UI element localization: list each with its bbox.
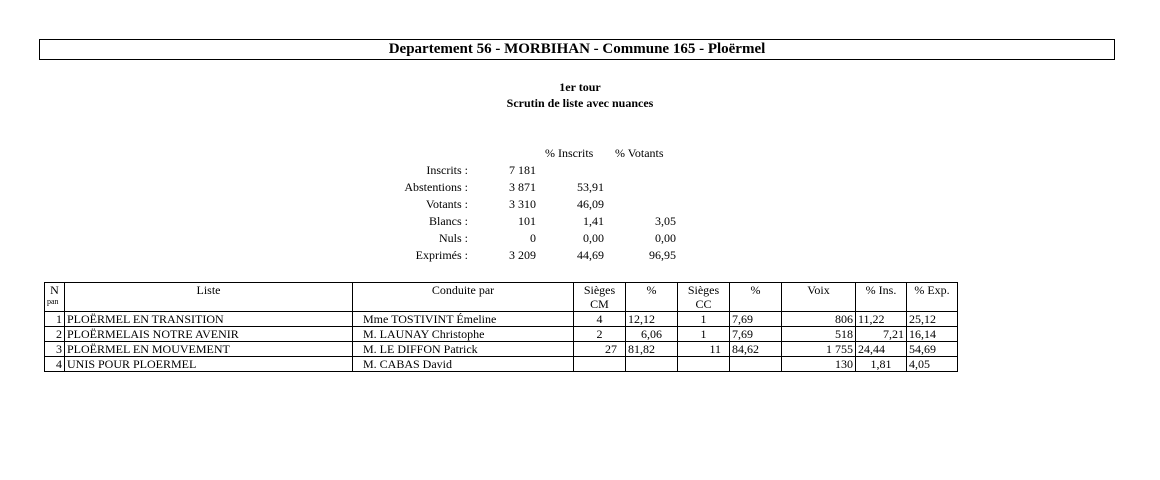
stats-value: 3 209 [509,248,536,262]
cell-pct-exp: 16,14 [907,327,958,342]
cell-pct-ins: 11,22 [856,312,907,327]
cell-n: 2 [45,327,65,342]
stats-label: Exprimés : [415,248,468,262]
cell-conduite: M. LAUNAY Christophe [353,327,574,342]
cell-voix: 806 [782,312,856,327]
cell-pct-cc: 7,69 [730,327,782,342]
stats-label: Blancs : [429,214,468,228]
stats-pct-ins: 1,41 [583,214,604,228]
cell-pct-cm: 6,06 [626,327,678,342]
cell-conduite: M. LE DIFFON Patrick [353,342,574,357]
cell-conduite: M. CABAS David [353,357,574,372]
cell-conduite: Mme TOSTIVINT Émeline [353,312,574,327]
stats-value: 0 [530,231,536,245]
stats-pct-vot: 3,05 [655,214,676,228]
stats-header-pct-votants: % Votants [615,146,664,160]
cell-liste: PLOËRMEL EN MOUVEMENT [65,342,353,357]
cell-pct-ins: 1,81 [856,357,907,372]
stats-header-pct-inscrits: % Inscrits [545,146,594,160]
cell-pct-cc: 7,69 [730,312,782,327]
col-header-pan: pan [47,297,59,306]
cell-voix: 130 [782,357,856,372]
round-label: 1er tour [559,80,601,94]
cell-liste: PLOËRMELAIS NOTRE AVENIR [65,327,353,342]
cell-pct-cm: 12,12 [626,312,678,327]
cell-pct-exp: 4,05 [907,357,958,372]
cell-voix: 1 755 [782,342,856,357]
stats-label: Nuls : [438,231,468,245]
col-header-pct-ins: % Ins. [856,283,907,312]
col-header-pct-exp: % Exp. [907,283,958,312]
stats-label: Inscrits : [426,163,468,177]
cell-pct-exp: 54,69 [907,342,958,357]
stats-value: 7 181 [509,163,536,177]
cell-pct-ins: 7,21 [856,327,907,342]
stats-pct-ins: 0,00 [583,231,604,245]
stats-pct-ins: 46,09 [577,197,604,211]
cell-pct-ins: 24,44 [856,342,907,357]
cell-voix: 518 [782,327,856,342]
col-header-liste: Liste [65,283,353,312]
col-header-conduite: Conduite par [353,283,574,312]
stats-value: 101 [518,214,536,228]
cell-pct-cm [626,357,678,372]
page-title: Departement 56 - MORBIHAN - Commune 165 - Ploërmel [39,39,1115,60]
stats-value: 3 310 [509,197,536,211]
table-row [45,342,958,357]
stats-pct-ins: 53,91 [577,180,604,194]
stats-pct-vot: 96,95 [649,248,676,262]
cell-n: 4 [45,357,65,372]
stats-label: Votants : [425,197,468,211]
cell-n: 3 [45,342,65,357]
col-header-sieges-cc: Sièges CC [678,283,730,312]
cell-n: 1 [45,312,65,327]
cell-pct-cc [730,357,782,372]
cell-sieges-cc [678,357,730,372]
cell-sieges-cm: 2 [574,327,626,342]
stats-pct-vot: 0,00 [655,231,676,245]
cell-liste: UNIS POUR PLOERMEL [65,357,353,372]
stats-value: 3 871 [509,180,536,194]
cell-pct-exp: 25,12 [907,312,958,327]
col-header-n: N pan [45,283,65,312]
col-header-sieges-cm: Sièges CM [574,283,626,312]
cell-sieges-cc: 11 [678,342,730,357]
table-row [45,327,958,342]
stats-label: Abstentions : [404,180,468,194]
cell-sieges-cc: 1 [678,312,730,327]
col-header-pct-cm: % [626,283,678,312]
table-header-row [45,283,958,312]
results-table [44,282,958,372]
scrutin-label: Scrutin de liste avec nuances [506,96,654,110]
cell-liste: PLOËRMEL EN TRANSITION [65,312,353,327]
cell-pct-cc: 84,62 [730,342,782,357]
cell-sieges-cm: 27 [574,342,626,357]
col-header-pct-cc: % [730,283,782,312]
col-header-voix: Voix [782,283,856,312]
cell-pct-cm: 81,82 [626,342,678,357]
stats-pct-ins: 44,69 [577,248,604,262]
table-row [45,312,958,327]
cell-sieges-cm [574,357,626,372]
cell-sieges-cc: 1 [678,327,730,342]
cell-sieges-cm: 4 [574,312,626,327]
table-row [45,357,958,372]
